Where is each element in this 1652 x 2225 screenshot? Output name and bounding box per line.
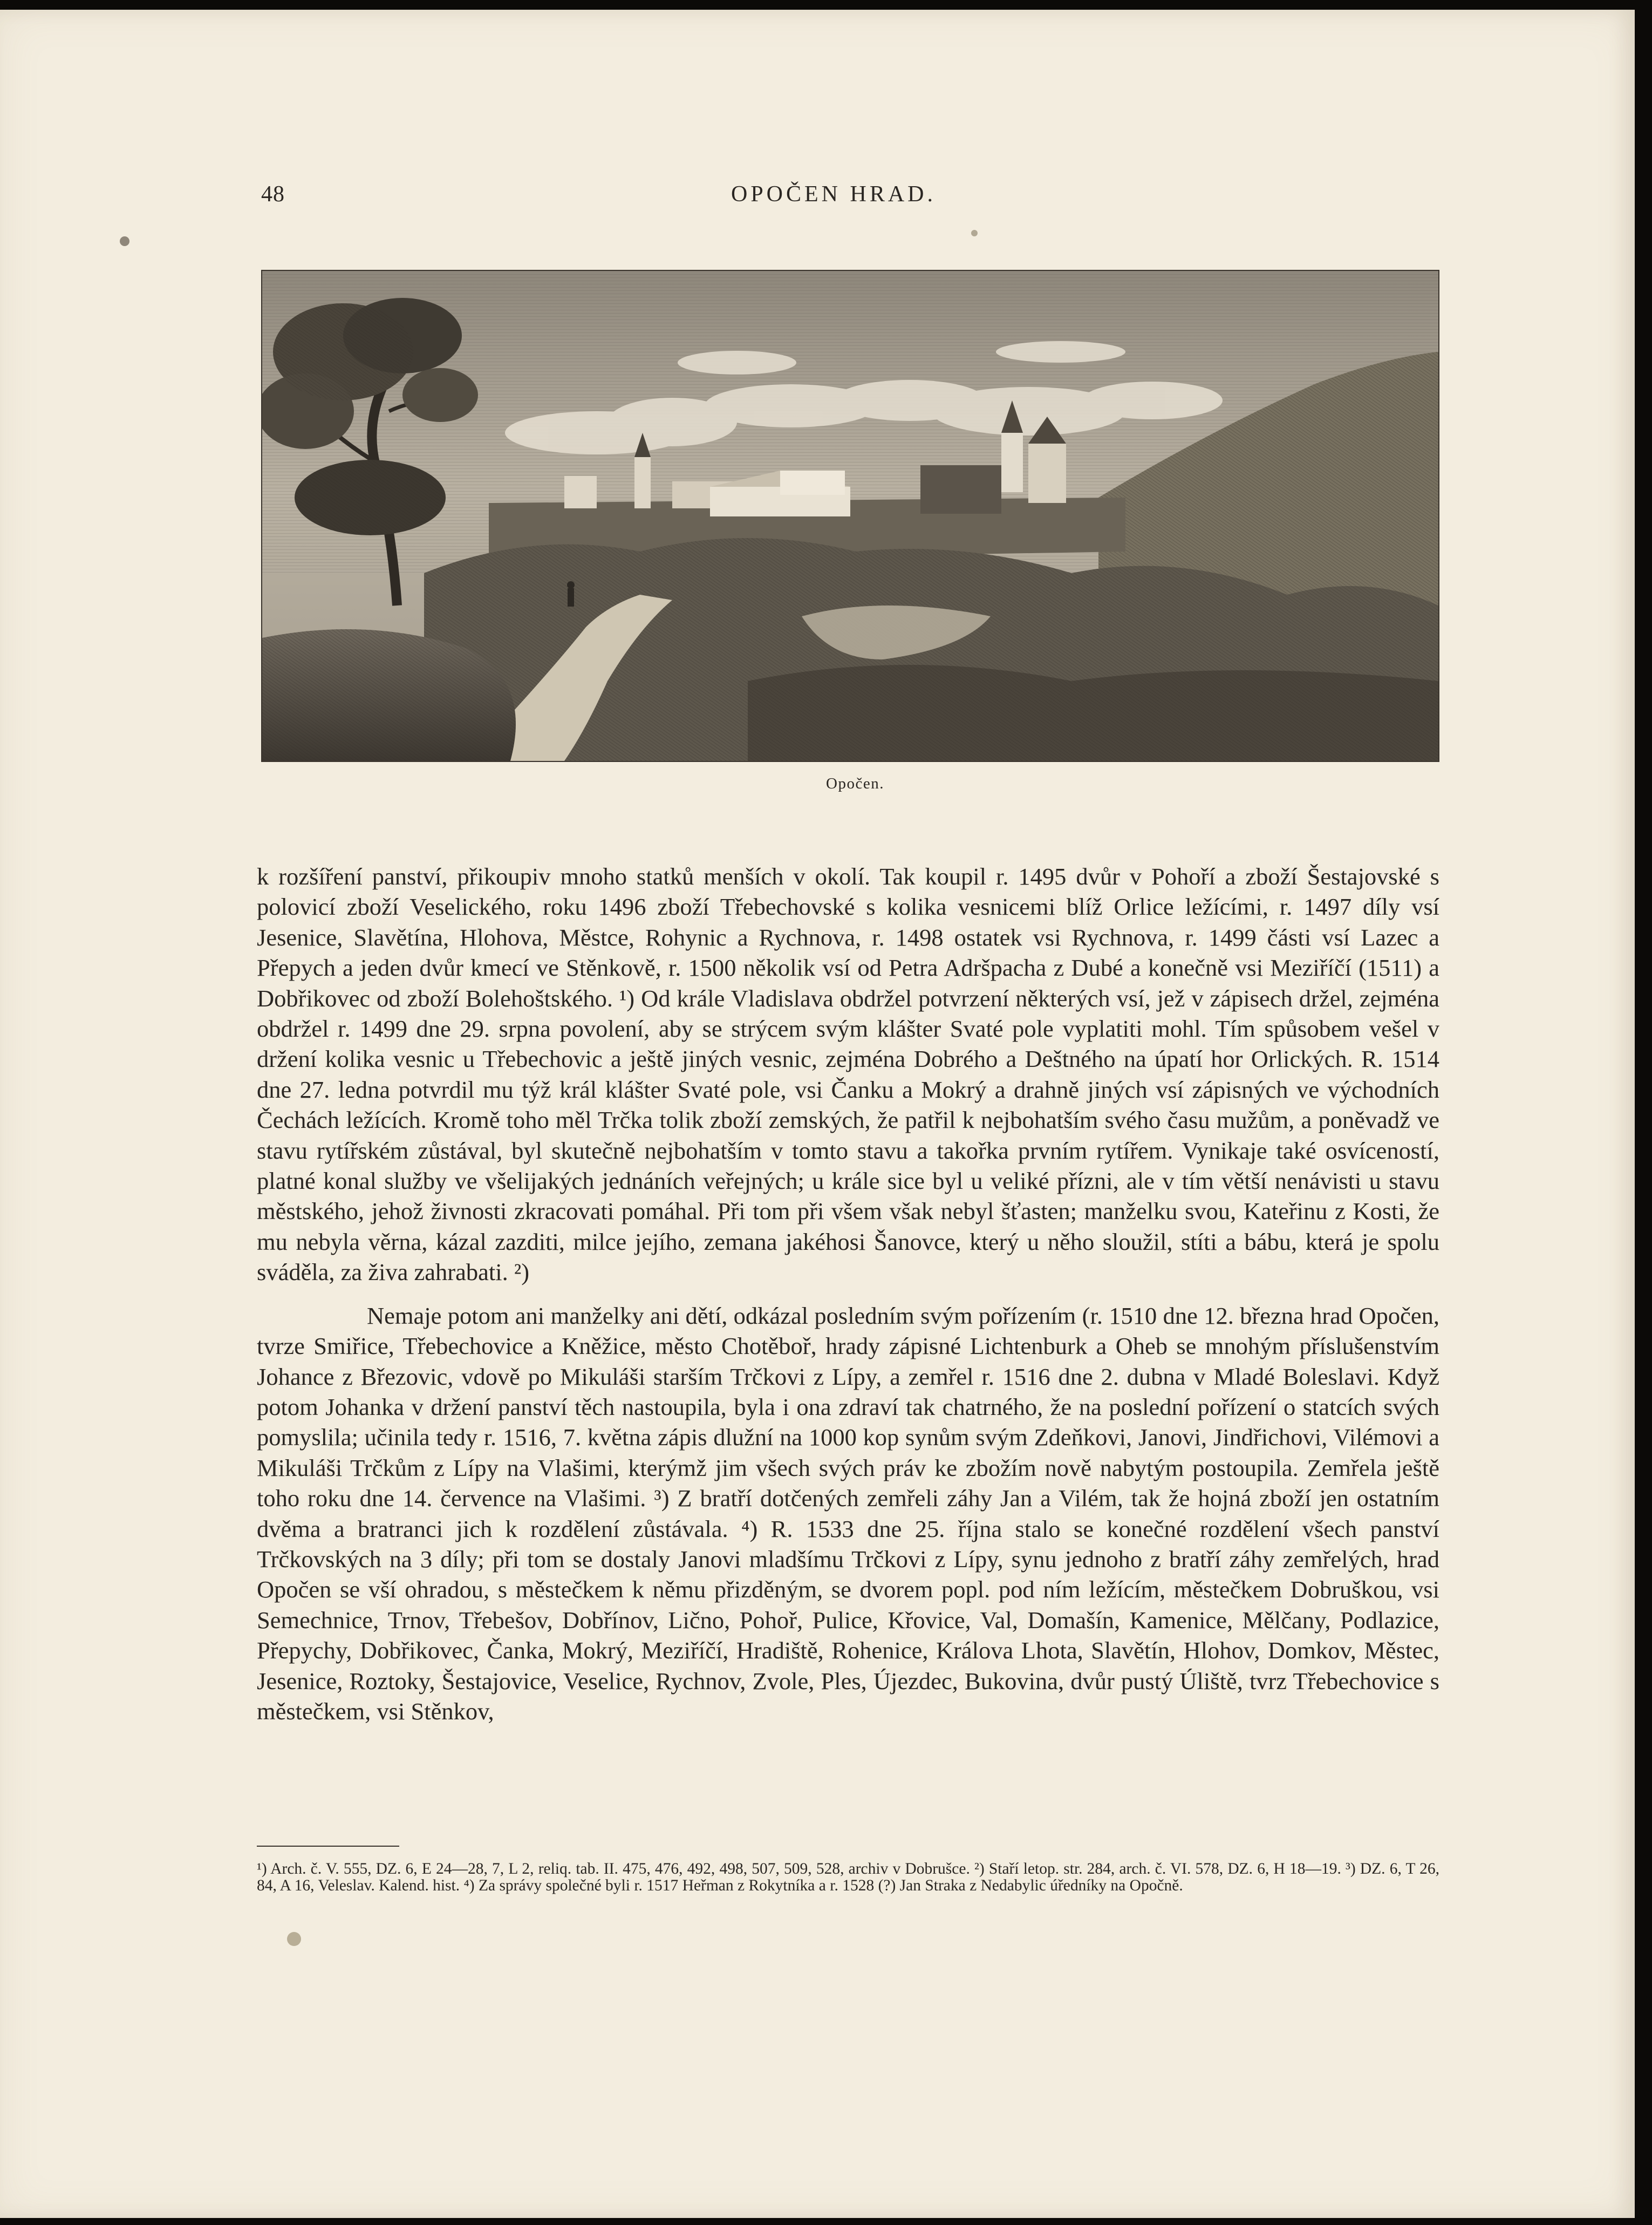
book-page — [0, 10, 1635, 2218]
walking-figure — [567, 581, 575, 607]
paper-speck — [287, 1932, 301, 1946]
paper-speck — [971, 230, 978, 236]
landscape-engraving — [261, 270, 1439, 762]
running-title: OPOČEN HRAD. — [731, 182, 937, 207]
page-number: 48 — [261, 182, 285, 207]
footnotes: ¹) Arch. č. V. 555, DZ. 6, E 24—28, 7, L 2, reliq. tab. II. 475, 476, 492, 498, 507, 509, 528, archiv v Dobrušce. ²) Staří letop. str. 284, arch. č. VI. 578, DZ. 6, H 18—19. ³) DZ. 6, T 26, 84, A 16, Veleslav. Kalend. hist. ⁴) Za správy společné byli r. 1517 Heřman z Rokytníka a r. 1528 (?) Jan Straka z Nedabylic úředníky na Opočně. — [257, 1860, 1439, 1894]
main-text — [257, 861, 1439, 1726]
paper-speck — [120, 236, 129, 246]
engraving-illustration — [262, 271, 1438, 761]
figure-caption: Opočen. — [826, 775, 884, 792]
paragraph: Nemaje potom ani manželky ani dětí, odkázal posledním svým pořízením (r. 1510 dne 12. března hrad Opočen, tvrze Smiřice, Třebechovice a Kněžice, město Chotěboř, hrady zápisné Lichtenburk a Oheb se mnohým příslušenstvím Johance z Březovic, vdově po Mikuláši starším Trčkovi z Lípy, a zemřel r. 1516 dne 2. dubna v Mladé Boleslavi. Když potom Johanka v držení panství těch nastoupila, byla i ona zdraví tak chatrného, že na poslední pořízení o statcích svých pomyslila; učinila tedy r. 1516, 7. května zápis dlužní na 1000 kop synům svým Zdeňkovi, Janovi, Jindřichovi, Vilémovi a Mikuláši Trčkům z Lípy na Vlašimi, kterýmž jim všech svých práv ke zbožím nově nabytým postoupila. Zemřela ještě toho roku dne 14. července na Vlašimi. ³) Z bratří dotčených zemřeli záhy Jan a Vilém, tak že hojná zboží jen ostatním dvěma a bratranci jich k rozdělení zůstávala. ⁴) R. 1533 dne 25. října stalo se konečné rozdělení všech panství Trčkovských na 3 díly; při tom se dostaly Janovi mladšímu Trčkovi z Lípy, synu jednoho z bratří záhy zemřelých, hrad Opočen se vší ohradou, s městečkem k němu přizděným, se dvorem popl. pod ním ležícím, městečkem Dobruškou, vsi Semechnice, Trnov, Třebešov, Dobřínov, Lično, Pohoř, Pulice, Křovice, Val, Domašín, Kamenice, Mělčany, Podlazice, Přepychy, Dobřikovec, Čanka, Mokrý, Meziříčí, Hradiště, Rohenice, Králova Lhota, Slavětín, Hlohov, Domkov, Městec, Jesenice, Roztoky, Šestajovice, Veselice, Rychnov, Zvole, Ples, Újezdec, Bukovina, dvůr pustý Úliště, tvrz Třebechovice s městečkem, vsi Stěnkov, — [257, 1302, 1439, 1725]
footnote-rule — [257, 1846, 399, 1847]
paragraph: k rozšíření panství, přikoupiv mnoho statků menších v okolí. Tak koupil r. 1495 dvůr v Pohoří a zboží Šestajovské s polovicí zboží Veselického, roku 1496 zboží Třebechovské s kolika vesnicemi blíž Orlice ležícími, r. 1497 díly vsí Jesenice, Slavětína, Hlohova, Městce, Rohynic a Rychnova, r. 1498 ostatek vsi Rychnova, r. 1499 části vsí Lazec a Přepych a jeden dvůr kmecí ve Stěnkově, r. 1500 několik vsí od Petra Adršpacha z Dubé a konečně vsi Meziříčí (1511) a Dobřikovec od zboží Bolehoštského. ¹) Od krále Vladislava obdržel potvrzení některých vsí, jež v zápisech držel, zejména obdržel r. 1499 dne 29. srpna povolení, aby se strýcem svým klášter Svaté pole vyplatiti mohl. Tím spůsobem vešel v držení kolika vesnic u Třebechovic a ještě jiných vesnic, zejména Dobrého a Deštného na úpatí hor Orlických. R. 1514 dne 27. ledna potvrdil mu týž král klášter Svaté pole, vsi Čanku a Mokrý a drahně jiných vsí zápisných ve východních Čechách ležících. Kromě toho měl Trčka tolik zboží zemských, že patřil k nejbohatším svého času mužům, a poněvadž ve stavu rytířském zůstával, byl skutečně nejbohatším v tomto stavu a takořka prvním rytířem. Vynikaje také osvíceností, platné konal služby ve všelijakých jednáních veřejných; u krále sice byl u veliké přízni, ale v tím větší nenávisti u stavu městského, jehož živnosti zkracovati pomáhal. Při tom při všem však nebyl šťasten; manželku svou, Kateřinu z Kosti, že mu nebyla věrna, kázal zazditi, milce jejího, zemana jakéhosi Šanovce, který u něho sloužil, stíti a bábu, která je spolu sváděla, za živa zahrabati. ²) — [257, 863, 1439, 1286]
